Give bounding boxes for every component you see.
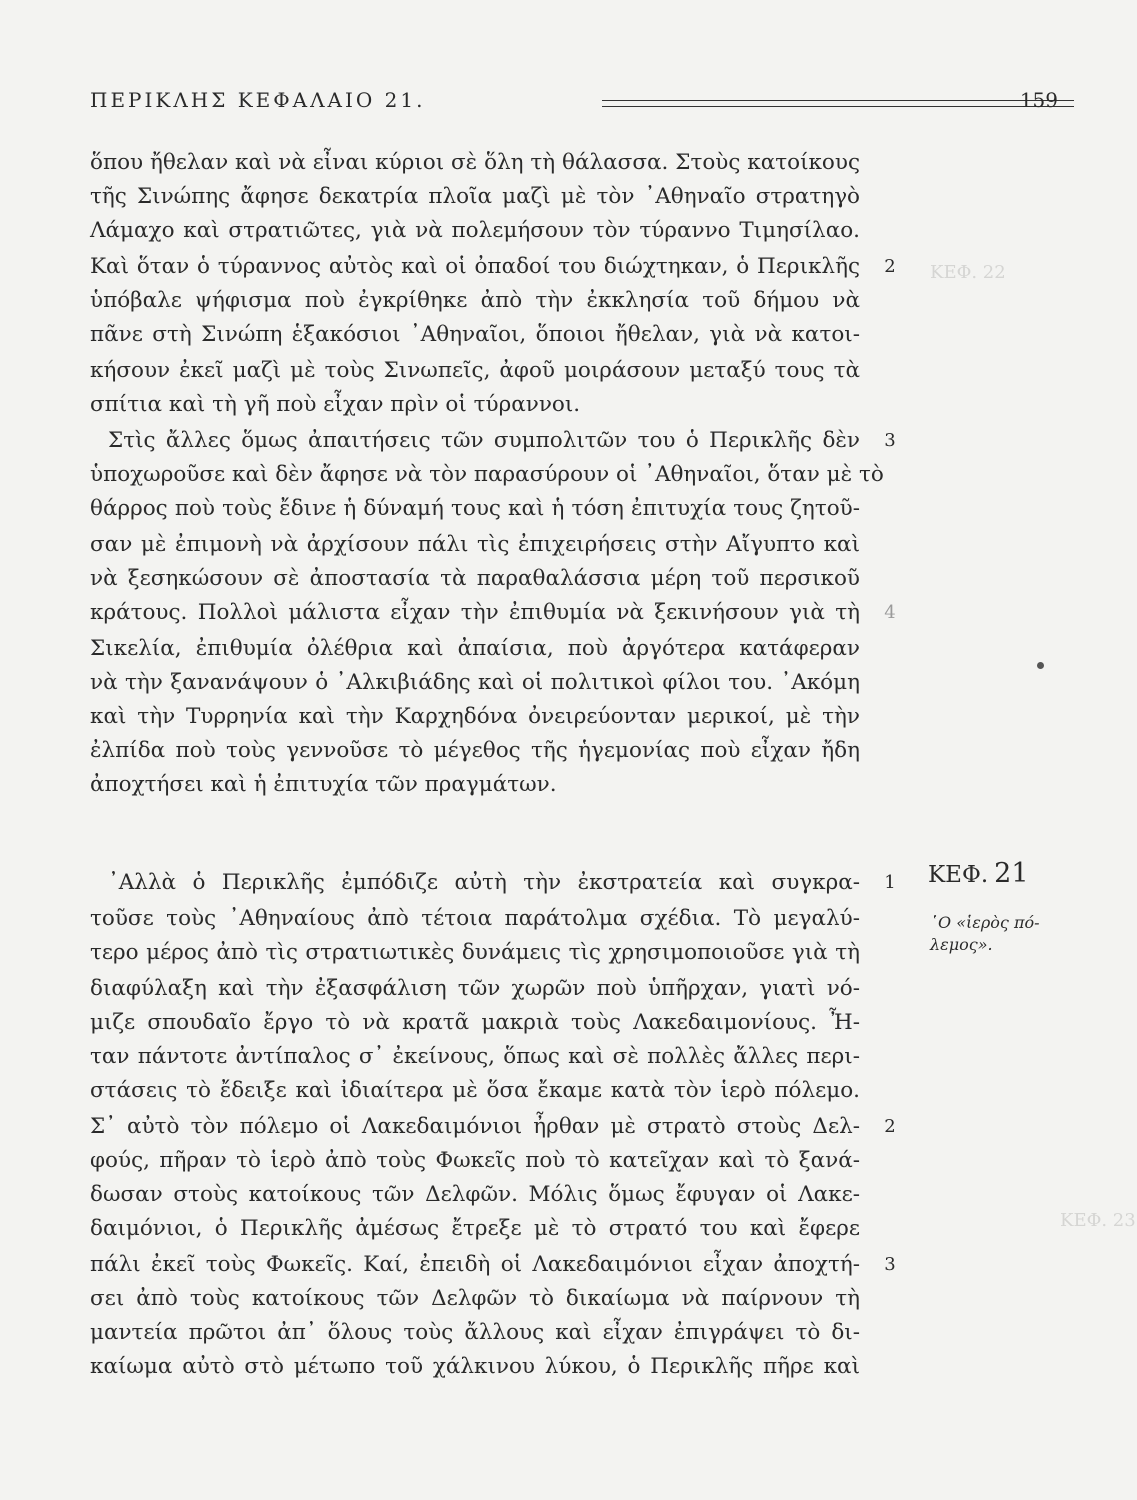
- text-line: δαιμόνιοι, ὁ Περικλῆς ἀμέσως ἔτρεξε μὲ τὸ στρατό του καὶ ἔφερε: [90, 1216, 860, 1241]
- running-header: [90, 88, 1058, 118]
- text-line: πᾶνε στὴ Σινώπη ἑξακόσιοι ᾿Αθηναῖοι, ὅποιοι ἤθελαν, γιὰ νὰ κατοι-: [90, 322, 860, 347]
- ink-spot: [1037, 662, 1044, 669]
- chapter-side-note: ῾Ο «ἱερὸς πό-λεμος».: [930, 913, 1040, 954]
- text-line: δωσαν στοὺς κατοίκους τῶν Δελφῶν. Μόλις ὅμως ἔφυγαν οἱ Λακε-: [90, 1182, 860, 1207]
- text-line: ταν πάντοτε ἀντίπαλος σ᾿ ἐκείνους, ὅπως καὶ σὲ πολλὲς ἄλλες περι-: [90, 1044, 860, 1069]
- text-line: στάσεις τὸ ἔδειξε καὶ ἰδιαίτερα μὲ ὅσα ἔκαμε κατὰ τὸν ἱερὸ πόλεμο.: [90, 1078, 860, 1103]
- text-line: τοῦσε τοὺς ᾿Αθηναίους ἀπὸ τέτοια παράτολμα σχέδια. Τὸ μεγαλύ-: [90, 906, 860, 931]
- text-line: νὰ ξεσηκώσουν σὲ ἀποστασία τὰ παραθαλάσσια μέρη τοῦ περσικοῦ: [90, 566, 860, 591]
- text-line: ἐλπίδα ποὺ τοὺς γεννοῦσε τὸ μέγεθος τῆς ἡγεμονίας ποὺ εἶχαν ἤδη: [90, 738, 860, 763]
- text-line: κράτους. Πολλοὶ μάλιστα εἶχαν τὴν ἐπιθυμία νὰ ξεκινήσουν γιὰ τὴ: [90, 600, 860, 625]
- text-line: Λάμαχο καὶ στρατιῶτες, γιὰ νὰ πολεμήσουν τὸν τύραννο Τιμησίλαο.: [90, 218, 860, 243]
- text-line: μαντεία πρῶτοι ἀπ᾿ ὅλους τοὺς ἄλλους καὶ εἶχαν ἐπιγράψει τὸ δι-: [90, 1320, 860, 1345]
- text-line: μιζε σπουδαῖο ἔργο τὸ νὰ κρατᾶ μακριὰ τοὺς Λακεδαιμονίους. Ἦ-: [90, 1010, 860, 1035]
- text-line: Καὶ ὅταν ὁ τύραννος αὐτὸς καὶ οἱ ὀπαδοί του διώχτηκαν, ὁ Περικλῆς: [90, 254, 860, 279]
- text-line: φούς, πῆραν τὸ ἱερὸ ἀπὸ τοὺς Φωκεῖς ποὺ τὸ κατεῖχαν καὶ τὸ ξανά-: [90, 1148, 860, 1173]
- text-line: σαν μὲ ἐπιμονὴ νὰ ἀρχίσουν πάλι τὶς ἐπιχειρήσεις στὴν Αἴγυπτο καὶ: [90, 532, 860, 557]
- running-title: ΠΕΡΙΚΛΗΣ ΚΕΦΑΛΑΙΟ 21.: [90, 88, 426, 112]
- text-line: θάρρος ποὺ τοὺς ἔδινε ἡ δύναμή τους καὶ ἡ τόση ἐπιτυχία τους ζητοῦ-: [90, 496, 860, 521]
- margin-number: 1: [884, 872, 896, 893]
- text-line: κήσουν ἐκεῖ μαζὶ μὲ τοὺς Σινωπεῖς, ἀφοῦ μοιράσουν μεταξύ τους τὰ: [90, 358, 860, 383]
- text-line: ἀποχτήσει καὶ ἡ ἐπιτυχία τῶν πραγμάτων.: [90, 772, 557, 797]
- text-line: καὶ τὴν Τυρρηνία καὶ τὴν Καρχηδόνα ὀνειρεύονταν μερικοί, μὲ τὴν: [90, 704, 860, 729]
- text-line: ὑπόβαλε ψήφισμα ποὺ ἐγκρίθηκε ἀπὸ τὴν ἐκκλησία τοῦ δήμου νὰ: [90, 288, 860, 313]
- page-number: 159: [1019, 88, 1058, 112]
- chapter-number: 21: [994, 858, 1029, 889]
- text-line: Σικελία, ἐπιθυμία ὀλέθρια καὶ ἀπαίσια, ποὺ ἀργότερα κατάφεραν: [90, 636, 860, 661]
- text-line: σει ἀπὸ τοὺς κατοίκους τῶν Δελφῶν τὸ δικαίωμα νὰ παίρνουν τὴ: [90, 1286, 860, 1311]
- text-line: τερο μέρος ἀπὸ τὶς στρατιωτικὲς δυνάμεις τὶς χρησιμοποιοῦσε γιὰ τὴ: [90, 940, 860, 965]
- margin-number: 3: [884, 430, 896, 451]
- text-line: Στὶς ἄλλες ὅμως ἀπαιτήσεις τῶν συμπολιτῶν του ὁ Περικλῆς δὲν: [108, 428, 860, 453]
- header-rule: [602, 100, 1074, 107]
- chapter-side-heading: [928, 858, 1029, 889]
- text-line: καίωμα αὐτὸ στὸ μέτωπο τοῦ χάλκινου λύκου, ὁ Περικλῆς πῆρε καὶ: [90, 1354, 860, 1379]
- text-line: ὅπου ἤθελαν καὶ νὰ εἶναι κύριοι σὲ ὅλη τὴ θάλασσα. Στοὺς κατοίκους: [90, 150, 860, 175]
- margin-number: 3: [884, 1254, 896, 1275]
- text-line: Σ᾿ αὐτὸ τὸν πόλεμο οἱ Λακεδαιμόνιοι ἦρθαν μὲ στρατὸ στοὺς Δελ-: [90, 1114, 860, 1139]
- margin-number: 4: [884, 602, 896, 623]
- text-line: σπίτια καὶ τὴ γῆ ποὺ εἶχαν πρὶν οἱ τύραννοι.: [90, 392, 581, 417]
- margin-number: 2: [884, 256, 896, 277]
- text-line: ᾿Αλλὰ ὁ Περικλῆς ἐμπόδιζε αὐτὴ τὴν ἐκστρατεία καὶ συγκρα-: [108, 870, 860, 895]
- text-line: νὰ τὴν ξανανάψουν ὁ ᾿Αλκιβιάδης καὶ οἱ πολιτικοὶ φίλοι του. ᾿Ακόμη: [90, 670, 860, 695]
- text-line: τῆς Σινώπης ἄφησε δεκατρία πλοῖα μαζὶ μὲ τὸν ᾿Αθηναῖο στρατηγὸ: [90, 184, 860, 209]
- margin-number: 2: [884, 1116, 896, 1137]
- text-line: πάλι ἐκεῖ τοὺς Φωκεῖς. Καί, ἐπειδὴ οἱ Λακεδαιμόνιοι εἶχαν ἀποχτή-: [90, 1252, 860, 1277]
- chapter-label: ΚΕΦ.: [928, 862, 989, 888]
- text-line: ὑποχωροῦσε καὶ δὲν ἄφησε νὰ τὸν παρασύρουν οἱ ᾿Αθηναῖοι, ὅταν μὲ τὸ: [90, 462, 884, 487]
- text-line: διαφύλαξη καὶ τὴν ἐξασφάλιση τῶν χωρῶν ποὺ ὑπῆρχαν, γιατὶ νό-: [90, 976, 860, 1001]
